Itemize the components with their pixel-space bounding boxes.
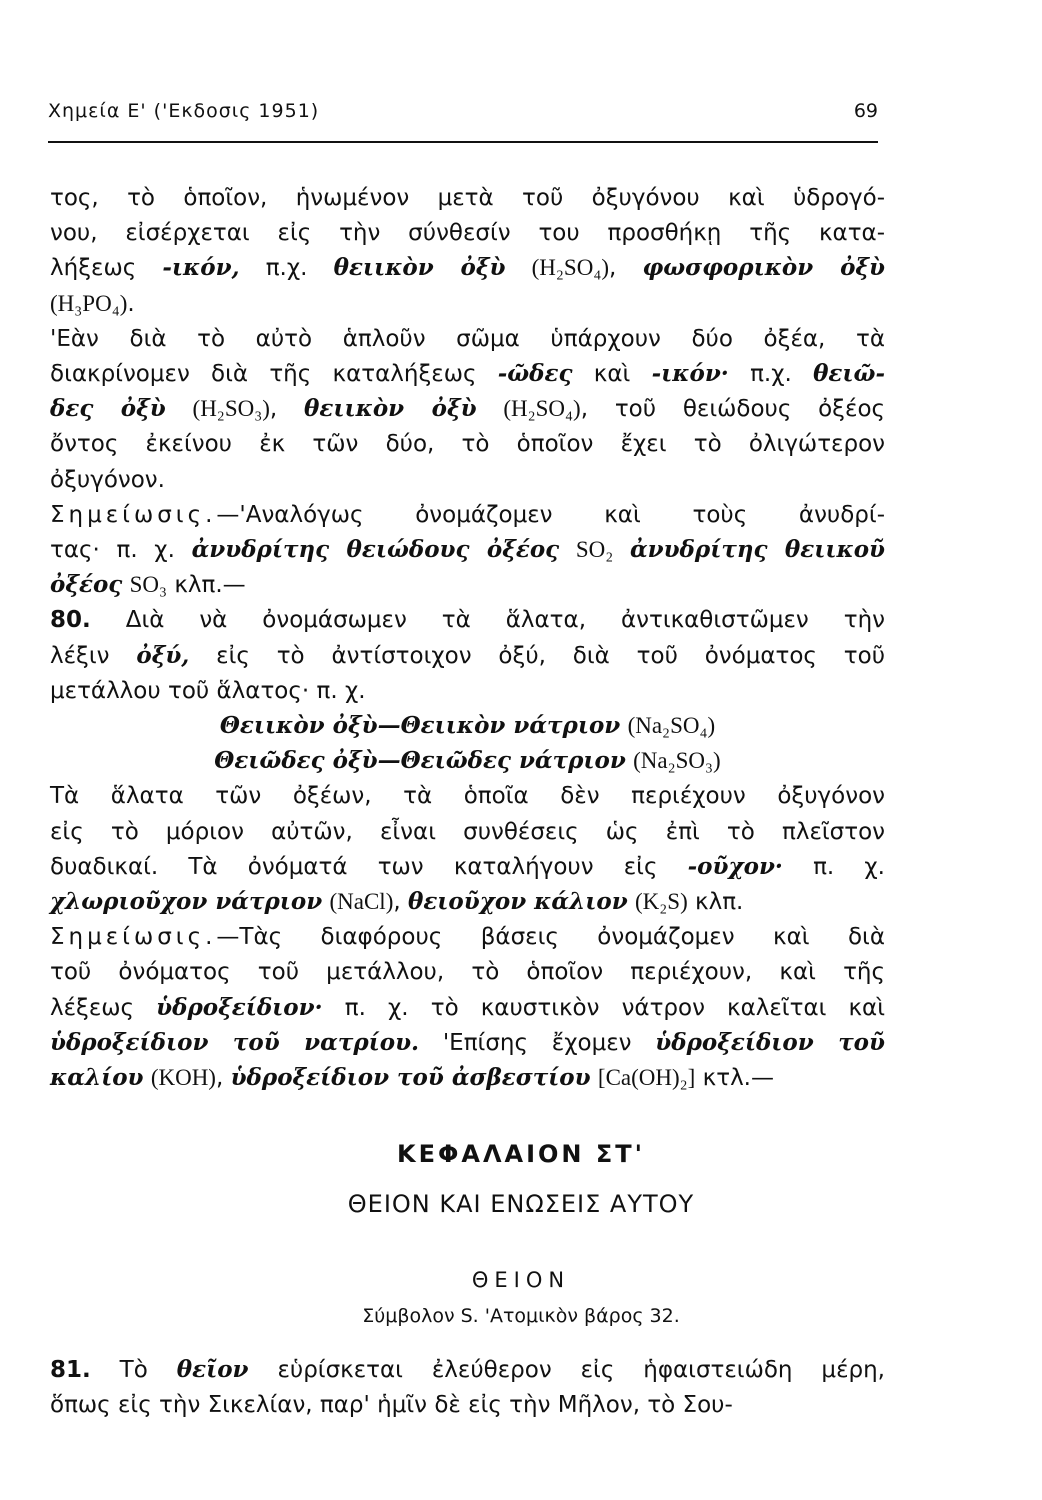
text-run: π.χ. <box>239 255 334 282</box>
text-line <box>50 463 885 497</box>
running-title: Χημεία Ε' ('Εκδοσις 1951) <box>48 100 320 122</box>
text-line <box>50 779 885 813</box>
text-run: Τὰ ἅλατα τῶν ὀξέων, τὰ ὁποῖα δὲν περιέχουν ὀξυγόνον <box>50 783 885 810</box>
text-line <box>50 815 885 849</box>
text-line <box>50 251 885 285</box>
emphasis-term: ὑδροξείδιον τοῦ <box>655 1028 885 1056</box>
text-run: λήξεως <box>50 255 163 282</box>
emphasis-term: -ικόν, <box>162 254 240 282</box>
chemical-formula: (Na₂SO₃) <box>633 748 721 774</box>
emphasis-term: -ῶδες <box>497 360 573 387</box>
text-line <box>50 920 885 954</box>
note-label: Σημείωσις. <box>50 501 217 528</box>
text-line <box>50 181 885 215</box>
text-line <box>50 639 885 673</box>
text-run: τας· π. χ. <box>50 537 192 563</box>
emphasis-term: Θειῶδες ὀξὺ—Θειῶδες νάτριον <box>214 747 626 775</box>
page-header <box>48 100 878 140</box>
emphasis-term: ἀνυδρίτης θειικοῦ <box>629 536 886 563</box>
text-line <box>50 1388 885 1422</box>
text-run: 'Επίσης ἔχομεν <box>419 1029 656 1056</box>
emphasis-term: θειικὸν ὀξὺ <box>333 254 506 282</box>
chemical-formula: SO₂ <box>575 537 614 562</box>
text-line <box>50 955 885 989</box>
text-run: διακρίνομεν διὰ τῆς καταλήξεως <box>50 361 498 387</box>
text-run: ὅπως εἰς τὴν Σικελίαν, παρ' ἡμῖν δὲ εἰς τὴν Μῆλον, τὸ Σου- <box>50 1392 733 1419</box>
text-run: —Τὰς διαφόρους βάσεις ὀνομάζομεν καὶ διὰ <box>216 924 885 951</box>
chemical-formula: (KOH) <box>150 1065 216 1090</box>
text-run <box>144 1065 151 1091</box>
emphasis-term: θεῖον <box>176 1356 249 1383</box>
emphasis-term: χλωριοῦχον νάτριον <box>50 888 323 915</box>
emphasis-term: -οῦχον· <box>687 852 783 880</box>
chemical-formula: (NaCl) <box>329 889 394 914</box>
text-run: κλπ. <box>687 889 744 915</box>
emphasis-term: ἀνυδρίτης θειώδους ὀξέος <box>191 536 560 563</box>
text-run <box>559 537 576 563</box>
text-run: εὑρίσκεται ἐλεύθερον εἰς ἡφαιστειώδη μέρη, <box>248 1357 885 1383</box>
emphasis-term: θειοῦχον κάλιον <box>407 888 628 915</box>
chemical-formula: (H₂SO₄) <box>531 255 609 281</box>
text-run: Τὸ <box>90 1357 177 1383</box>
text-run: λέξεως <box>50 994 157 1021</box>
emphasis-term: δες ὀξὺ <box>50 395 166 423</box>
emphasis-term: φωσφορικὸν ὀξὺ <box>642 254 885 282</box>
emphasis-term: ὑδροξείδιον· <box>156 993 323 1021</box>
chapter-title: ΚΕΦΑΛΑΙΟΝ ΣΤ' <box>396 1140 645 1168</box>
emphasis-term: θειῶ- <box>813 360 885 387</box>
text-run: , <box>393 889 408 915</box>
text-line <box>50 498 885 532</box>
text-line <box>50 392 885 426</box>
text-run: π.χ. <box>728 361 814 387</box>
emphasis-term: ὀξύ, <box>136 641 190 669</box>
text-line <box>50 568 885 602</box>
text-run <box>620 713 627 739</box>
text-run: καὶ <box>572 361 652 387</box>
text-run: . <box>127 290 135 317</box>
text-run: τος, τὸ ὁποῖον, ἡνωμένον μετὰ τοῦ ὀξυγόνου καὶ ὑδρογό- <box>50 185 885 211</box>
text-line <box>50 850 885 884</box>
text-run: , <box>609 255 643 282</box>
text-run: —'Αναλόγως ὀνομάζομεν καὶ τοὺς ἀνυδρί- <box>216 501 885 528</box>
emphasis-term: ὑδροξείδιον τοῦ νατρίου. <box>50 1028 420 1056</box>
text-run: εἰς τὸ μόριον αὐτῶν, εἶναι συνθέσεις ὡς ἐπὶ τὸ πλεῖστον <box>50 818 885 845</box>
chemical-formula: (Na₂SO₄) <box>627 713 716 738</box>
chemical-formula: [Ca(OH)₂] <box>597 1065 696 1090</box>
emphasis-term: ὀξέος <box>50 571 123 599</box>
section-heading: ΘΕΙΟΝ <box>471 1268 571 1292</box>
header-rule <box>48 141 878 143</box>
text-run <box>122 572 129 598</box>
text-line <box>50 427 885 461</box>
text-line <box>50 709 885 743</box>
text-run: ὄντος ἐκείνου ἐκ τῶν δύο, τὸ ὁποῖον ἔχει τὸ ὀλιγώτερον <box>50 431 885 458</box>
text-line <box>50 287 885 321</box>
paragraph-number: 80. <box>50 607 91 634</box>
text-run: , <box>215 1065 231 1091</box>
text-run <box>613 537 630 563</box>
emphasis-term: -ικόν· <box>651 360 729 387</box>
text-run <box>628 889 635 915</box>
chapter-subtitle: ΘΕΙΟΝ ΚΑΙ ΕΝΩΣΕΙΣ ΑΥΤΟΥ <box>347 1190 695 1218</box>
text-run <box>477 396 504 422</box>
note-label: Σημείωσις. <box>50 924 217 951</box>
text-line <box>50 991 885 1025</box>
text-run: μετάλλου τοῦ ἅλατος· π. χ. <box>50 677 366 704</box>
text-run: π. χ. τὸ καυστικὸν νάτρον καλεῖται καὶ <box>322 994 885 1021</box>
chemical-formula: (H₂SO₃) <box>192 396 270 422</box>
chemical-formula: (H₃PO₄) <box>50 290 128 316</box>
emphasis-term: καλίου <box>50 1064 144 1091</box>
text-run: κτλ.— <box>695 1065 774 1091</box>
emphasis-term: Θειικὸν ὀξὺ—Θειικὸν νάτριον <box>219 712 621 739</box>
text-run: , τοῦ θειώδους ὀξέος <box>580 396 886 423</box>
emphasis-term: θειικὸν ὀξὺ <box>304 395 477 423</box>
text-line <box>50 322 885 356</box>
text-run <box>591 1065 598 1091</box>
text-line <box>50 357 885 391</box>
text-line <box>50 885 885 919</box>
text-run: ὀξυγόνον. <box>50 466 165 493</box>
text-run: νου, εἰσέρχεται εἰς τὴν σύνθεσίν του προσθήκῃ τῆς κατα- <box>50 220 885 247</box>
chemical-formula: SO₃ <box>129 572 168 598</box>
text-line <box>50 533 885 567</box>
text-line <box>50 216 885 250</box>
page-number: 69 <box>853 100 878 122</box>
text-run: π. χ. <box>782 853 885 880</box>
text-line <box>50 1353 885 1387</box>
chemical-formula: (H₂SO₄) <box>503 396 581 422</box>
text-line <box>50 674 885 708</box>
text-run <box>505 255 531 281</box>
text-run: κλπ.— <box>167 572 246 599</box>
text-run: , <box>269 396 305 423</box>
paragraph-number: 81. <box>50 1357 91 1383</box>
text-run: εἰς τὸ ἀντίστοιχον ὀξύ, διὰ τοῦ ὀνόματος τοῦ <box>189 642 886 669</box>
text-run: τοῦ ὀνόματος τοῦ μετάλλου, τὸ ὁποῖον περιέχουν, καὶ τῆς <box>50 959 885 986</box>
text-run: δυαδικαί. Τὰ ὀνόματά των καταλήγουν εἰς <box>50 853 688 880</box>
text-run: λέξιν <box>50 642 137 669</box>
chemical-formula: (K₂S) <box>634 889 688 914</box>
text-line <box>50 603 885 637</box>
text-run: 'Εὰν διὰ τὸ αὐτὸ ἁπλοῦν σῶμα ὑπάρχουν δύο ὀξέα, τὰ <box>50 325 885 352</box>
text-line <box>50 1026 885 1060</box>
text-line <box>50 1061 885 1095</box>
text-line <box>50 744 885 778</box>
emphasis-term: ὑδροξείδιον τοῦ ἀσβεστίου <box>230 1064 591 1091</box>
section-info: Σύμβολον S. 'Ατομικὸν βάρος 32. <box>362 1305 680 1327</box>
text-run: Διὰ νὰ ὀνομάσωμεν τὰ ἅλατα, ἀντικαθιστῶμεν τὴν <box>90 607 885 634</box>
text-run <box>166 396 193 422</box>
